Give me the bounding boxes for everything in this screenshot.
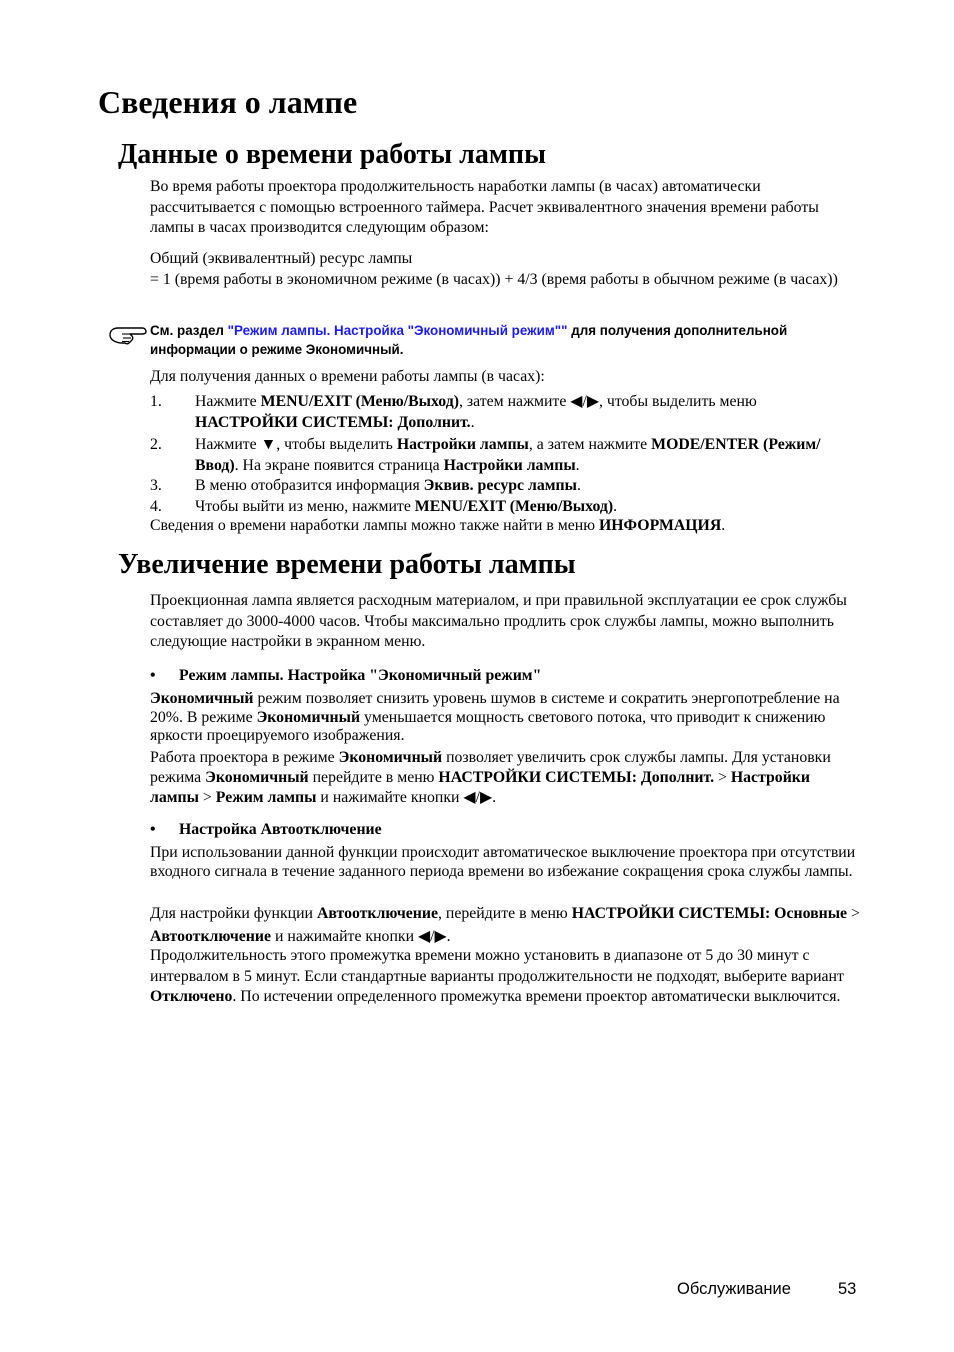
- formula-line-2: = 1 (время работы в экономичном режиме (в часах)) + 4/3 (время работы в обычном режиме (в часах)): [150, 271, 838, 288]
- section-heading-extend-lamp-life: Увеличение времени работы лампы: [118, 549, 576, 580]
- note-link-eco-mode[interactable]: "Режим лампы. Настройка "Экономичный режим"": [227, 323, 568, 338]
- note-prefix: См. раздел: [150, 323, 228, 338]
- page-title: Сведения о лампе: [98, 84, 358, 120]
- eco-setting-paragraph: Работа проектора в режиме Экономичный позволяет увеличить срок службы лампы. Для установки режима Экономичный перейдите в меню НАСТРОЙКИ СИСТЕМЫ: Дополнит. > Настройки лампы > Режим лампы и нажимайте кнопки ◀/▶.: [150, 749, 831, 806]
- step-number: 1.: [150, 393, 162, 410]
- step-number: 4.: [150, 498, 162, 515]
- formula-line-1: Общий (эквивалентный) ресурс лампы: [150, 250, 413, 267]
- section-heading-lamp-hours: Данные о времени работы лампы: [118, 139, 546, 170]
- extend-life-paragraph: Проекционная лампа является расходным материалом, и при правильной эксплуатации ее срок службы составляет до 3000-4000 часов. Чтобы максимально продлить срок службы лампы, можно выполнить следующие настройки в экранном меню.: [150, 592, 847, 650]
- list-item: [150, 434, 862, 476]
- list-item: [150, 391, 862, 433]
- lamp-hours-paragraph: Во время работы проектора продолжительность наработки лампы (в часах) автоматически рассчитывается с помощью встроенного таймера. Расчет эквивалентного значения времени работы лампы в часах производится следующим образом:: [150, 178, 819, 236]
- auto-off-setting-paragraph: Для настройки функции Автоотключение, перейдите в меню НАСТРОЙКИ СИСТЕМЫ: Основные > Автоотключение и нажимайте кнопки ◀/▶.: [150, 905, 860, 945]
- list-item: [150, 496, 862, 517]
- eco-mode-paragraph: Экономичный режим позволяет снизить уровень шумов в системе и сократить энергопотребление на 20%. В режиме Экономичный уменьшается мощность светового потока, что приводит к снижению яркости проецируемого изображения.: [150, 690, 840, 744]
- step-text: Нажмите MENU/EXIT (Меню/Выход), затем нажмите ◀/▶, чтобы выделить меню НАСТРОЙКИ СИСТЕМЫ: Дополнит..: [195, 393, 757, 431]
- note-see-section: [150, 322, 862, 359]
- footer-section-name: Обслуживание: [677, 1280, 791, 1298]
- step-text: Нажмите ▼, чтобы выделить Настройки лампы, а затем нажмите MODE/ENTER (Режим/Ввод). На экране появится страница Настройки лампы.: [195, 436, 821, 474]
- list-item: [150, 475, 862, 496]
- steps-intro: Для получения данных о времени работы лампы (в часах):: [150, 368, 545, 385]
- step-text: В меню отобразится информация Эквив. ресурс лампы.: [195, 477, 581, 494]
- note-suffix: для получения дополнительной информации о режиме Экономичный.: [150, 323, 788, 357]
- step-number: 2.: [150, 436, 162, 453]
- step-number: 3.: [150, 477, 162, 494]
- info-menu-paragraph: Сведения о времени наработки лампы можно также найти в меню ИНФОРМАЦИЯ.: [150, 517, 726, 534]
- footer-page-number: 53: [838, 1280, 857, 1298]
- auto-off-paragraph: При использовании данной функции происходит автоматическое выключение проектора при отсутствии входного сигнала в течение заданного периода времени во избежание сокращения срока службы лампы.: [150, 844, 856, 880]
- pointing-hand-icon: [108, 321, 150, 347]
- step-text: Чтобы выйти из меню, нажмите MENU/EXIT (Меню/Выход).: [195, 498, 618, 515]
- duration-paragraph: Продолжительность этого промежутка времени можно установить в диапазоне от 5 до 30 минут с интервалом в 5 минут. Если стандартные варианты продолжительности не подходят, выберите вариант Отключено. По истечении определенного промежутка времени проектор автоматически выключится.: [150, 947, 844, 1005]
